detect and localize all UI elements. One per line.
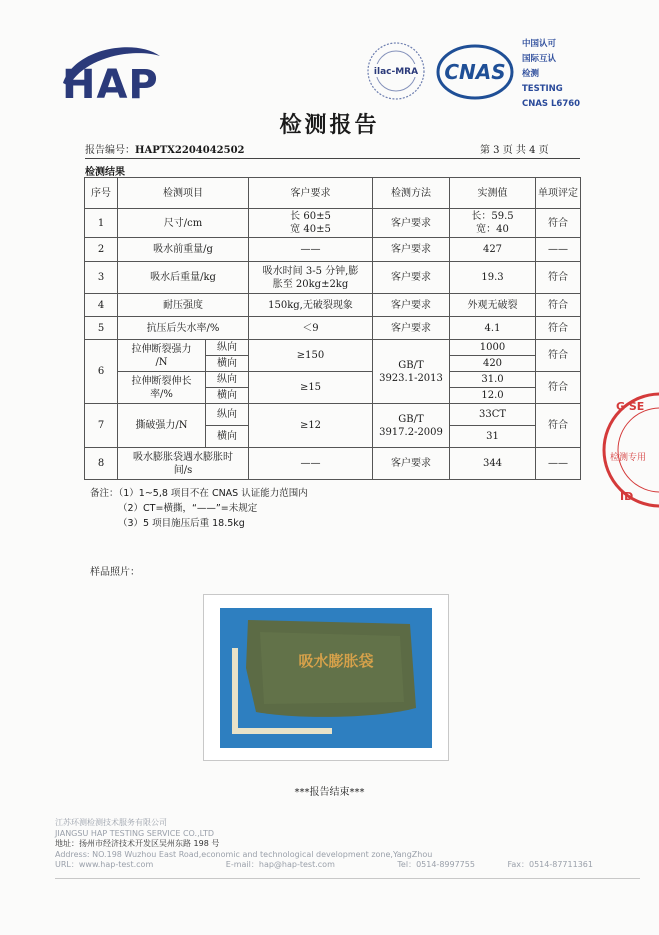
cell-item [118,372,206,404]
cell-eval: 符合 [536,340,581,372]
cell-no: 5 [85,317,118,340]
table-row [85,238,581,262]
notes [90,486,308,531]
note-line: 备注：（1）1~5,8 项目不在 CNAS 认证能力范围内 [90,488,308,499]
cell-direction: 纵向 [206,340,249,356]
cell-eval: —— [536,238,581,262]
cell-method [373,404,450,448]
footer-company-cn: 江苏环测检测技术服务有限公司 [55,818,167,827]
sample-photo [220,608,432,748]
cell-req: ≥150 [249,340,373,372]
col-header: 单项评定 [536,178,581,209]
item-line: /N [155,356,168,368]
table-row [85,404,581,426]
seal-text: G SE [616,400,645,413]
cell-eval: 符合 [536,372,581,404]
cell-method: 客户要求 [373,238,450,262]
bag-label-text: 吸水膨胀袋 [298,652,374,670]
report-end-text: ***报告结束*** [294,787,365,798]
accred-line: 检测 [522,69,540,79]
cell-value: 外观无破裂 [450,294,536,317]
footer-contact-row [55,860,593,871]
cell-eval: 符合 [536,404,581,448]
cell-item: 吸水后重量/kg [118,262,249,294]
cell-eval: 符合 [536,317,581,340]
cell-item: 耐压强度 [118,294,249,317]
cell-no: 8 [85,448,118,480]
cell-value: 344 [450,448,536,480]
method-line: 3923.1-2013 [379,372,443,384]
ilac-text: ilac-MRA [373,67,419,77]
cell-value: 31.0 [450,372,536,388]
seal-text: ID [620,490,634,503]
cell-req: 150kg,无破裂现象 [249,294,373,317]
cell-eval: —— [536,448,581,480]
cell-item: 撕破强力/N [118,404,206,448]
req-line: 吸水时间 3-5 分钟,膨 [262,265,359,277]
cell-item: 吸水前重量/g [118,238,249,262]
col-header: 客户要求 [249,178,373,209]
req-line: 长 60±5 [290,211,331,222]
inspection-seal [598,388,659,513]
col-header: 序号 [85,178,118,209]
value-line: 长：59.5 [471,211,514,222]
cell-value: 33CT [450,404,536,426]
accred-line: CNAS L6760 [522,99,581,109]
section-heading: 检测结果 [85,167,125,178]
item-line: 拉伸断裂强力 [131,343,192,355]
cell-method [373,340,450,404]
cell-req: —— [249,448,373,480]
accreditation-block [522,37,580,112]
cell-value: 12.0 [450,388,536,404]
cell-method: 客户要求 [373,317,450,340]
table-row [85,448,581,480]
cell-no: 1 [85,209,118,238]
req-line: 胀至 20kg±2kg [272,278,349,290]
footer-email: E-mail：hap@hap-test.com [225,860,335,869]
method-line: 3917.2-2009 [379,426,443,438]
page-indicator: 第 3 页 共 4 页 [480,145,549,156]
table-row [85,372,581,388]
table-header-row [85,178,581,209]
page-title: 检测报告 [279,113,380,138]
cell-method: 客户要求 [373,448,450,480]
divider [85,158,580,159]
report-number-label: 报告编号： [85,145,135,156]
item-line: 率/% [150,388,173,400]
table-row [85,262,581,294]
cell-method: 客户要求 [373,262,450,294]
accred-line: 国际互认 [522,54,557,64]
footer [55,818,593,871]
table-row [85,340,581,356]
footer-tel: Tel：0514-8997755 [397,860,475,869]
cell-item [118,340,206,372]
cell-value: 31 [450,426,536,448]
sample-photo-image [220,608,432,748]
cnas-text: CNAS [444,60,506,84]
cell-req: —— [249,238,373,262]
footer-address-cn: 地址：扬州市经济技术开发区吴州东路 198 号 [55,839,220,848]
col-header: 检测项目 [118,178,249,209]
cell-value: 420 [450,356,536,372]
cell-no: 2 [85,238,118,262]
cell-value: 19.3 [450,262,536,294]
cell-req [249,209,373,238]
table-row [85,317,581,340]
cell-direction: 纵向 [206,372,249,388]
req-line: 宽 40±5 [290,224,331,235]
cell-value: 1000 [450,340,536,356]
cell-no: 4 [85,294,118,317]
item-line: 拉伸断裂伸长 [131,375,192,387]
cell-no: 7 [85,404,118,448]
cell-value: 4.1 [450,317,536,340]
hap-logo-text: HAP [62,62,159,108]
ilac-mra-logo [365,40,427,102]
cnas-logo [436,44,514,100]
cell-item: 抗压后失水率/% [118,317,249,340]
item-line: 间/s [173,464,193,476]
table-row [85,294,581,317]
note-line: （3）5 项目施压后重 18.5kg [118,518,245,529]
cell-value [450,209,536,238]
cell-no: 6 [85,340,118,404]
value-line: 宽：40 [476,224,509,235]
cell-eval: 符合 [536,209,581,238]
cell-eval: 符合 [536,262,581,294]
col-header: 检测方法 [373,178,450,209]
cell-item: 尺寸/cm [118,209,249,238]
method-line: GB/T [398,359,424,371]
footer-url: URL：www.hap-test.com [55,860,154,869]
note-line: （2）CT=横撕，“——”=未规定 [118,503,258,514]
accred-line: 中国认可 [522,39,557,49]
footer-divider [55,878,640,879]
cell-item [118,448,249,480]
footer-fax: Fax：0514-87711361 [507,860,593,869]
method-line: GB/T [398,413,424,425]
table-row [85,209,581,238]
footer-company-en: JIANGSU HAP TESTING SERVICE CO.,LTD [55,828,215,838]
cell-req [249,262,373,294]
cell-value: 427 [450,238,536,262]
cell-direction: 横向 [206,388,249,404]
cell-method: 客户要求 [373,209,450,238]
cell-req: ≥12 [249,404,373,448]
cell-method: 客户要求 [373,294,450,317]
cell-direction: 横向 [206,426,249,448]
cell-direction: 纵向 [206,404,249,426]
photo-label: 样品照片： [90,567,140,578]
cell-req: ＜9 [249,317,373,340]
cell-no: 3 [85,262,118,294]
seal-text: 检测专用 [610,453,647,463]
cell-req: ≥15 [249,372,373,404]
report-number [85,141,245,156]
report-number-value: HAPTX2204042502 [135,145,245,156]
item-line: 吸水膨胀袋遇水膨胀时 [133,451,233,463]
footer-address-en: Address: NO.198 Wuzhou East Road,economic and technological development zone,YangZhou [55,849,433,859]
results-table [84,177,581,480]
cell-direction: 横向 [206,356,249,372]
accred-line: TESTING [522,84,563,94]
col-header: 实测值 [450,178,536,209]
cell-eval: 符合 [536,294,581,317]
